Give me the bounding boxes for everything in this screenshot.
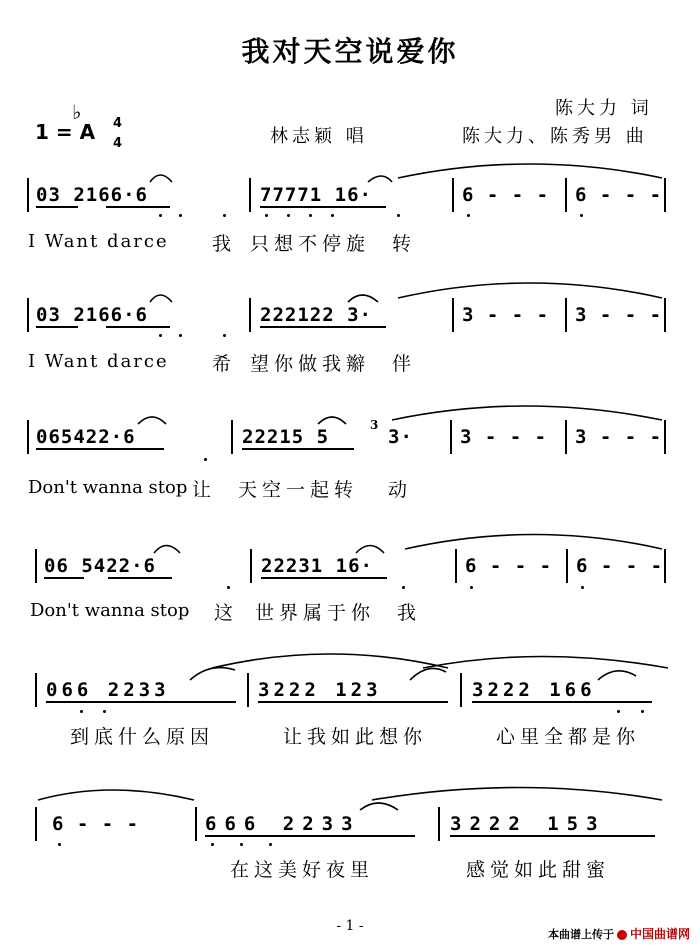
tie — [212, 654, 448, 668]
lyric-chinese: 我 — [212, 233, 237, 255]
song-title: 我对天空说爱你 — [241, 35, 459, 68]
lyric-chinese: 让 — [192, 479, 217, 501]
lyric-chinese: 在这美好夜里 — [230, 859, 375, 881]
measure-notes: 3 - - - — [575, 426, 663, 448]
slur — [318, 417, 346, 424]
measure-notes: 77771 16· — [260, 184, 372, 206]
slur — [150, 295, 172, 302]
time-signature-top: 4 — [113, 116, 123, 131]
lyric-chinese: 心里全都是你 — [496, 726, 641, 748]
slur — [150, 175, 172, 182]
slur — [348, 295, 378, 302]
measure-notes: 066 2233 — [46, 679, 170, 701]
lyric-chinese: 到底什么原因 — [70, 726, 215, 748]
measure-notes: 3222 166 — [472, 679, 596, 701]
grace-note-3: 3 — [370, 418, 379, 432]
time-signature-bottom: 4 — [113, 136, 123, 151]
lyric-chinese: 只想不停旋 — [250, 233, 371, 255]
slur — [410, 668, 446, 680]
measure-notes: 22215 5 — [242, 426, 330, 448]
measure-notes: 03 2166·6 — [36, 304, 148, 326]
measure-notes: 065422·6 — [36, 426, 136, 448]
tie — [405, 535, 662, 550]
page-number: - 1 - — [336, 918, 364, 934]
lyric-chinese: 世界属于你 — [255, 602, 376, 624]
tie — [398, 283, 662, 298]
slur — [190, 668, 235, 680]
footer-credit — [548, 925, 690, 942]
footer-brand: 中国曲谱网 — [629, 927, 690, 941]
lyric-chinese: 希 — [212, 353, 237, 375]
slur — [360, 803, 398, 810]
lyric-chinese: 我 — [397, 602, 422, 624]
measure-notes: 3 - - - — [460, 426, 548, 448]
measure-notes: 6 - - - — [462, 184, 550, 206]
measure-notes: 3222 153 — [450, 813, 606, 835]
site-logo-icon — [617, 930, 627, 940]
lyric-chinese: 转 — [392, 233, 417, 255]
lyric-english: Don't wanna stop — [28, 477, 188, 498]
tie — [423, 657, 668, 669]
tie — [38, 790, 194, 800]
tie — [398, 164, 662, 178]
measure-notes: 6 - - - — [575, 184, 663, 206]
measure-notes: 3· — [388, 426, 413, 448]
measure-notes: 3 - - - — [575, 304, 663, 326]
flat-sign-icon: ♭ — [72, 100, 82, 124]
slur — [138, 417, 166, 424]
composer-credit: 陈大力、陈秀男 曲 — [462, 126, 648, 147]
lyric-english: I Want darce — [28, 351, 169, 372]
lyric-chinese: 感觉如此甜蜜 — [466, 859, 611, 881]
slur — [154, 546, 180, 554]
lyric-english: I Want darce — [28, 231, 169, 252]
lyric-english: Don't wanna stop — [30, 600, 190, 621]
measure-notes: 03 2166·6 — [36, 184, 148, 206]
measure-notes: 3222 123 — [258, 679, 382, 701]
measure-notes: 222122 3· — [260, 304, 372, 326]
lyricist-credit: 陈大力 词 — [555, 98, 653, 119]
measure-notes: 06 5422·6 — [44, 555, 156, 577]
slur — [598, 671, 636, 680]
key-signature: 1 = A — [35, 120, 96, 144]
lyric-chinese: 这 — [214, 602, 239, 624]
lyric-chinese: 天空一起转 — [238, 479, 359, 501]
measure-notes: 6 - - - — [52, 813, 140, 835]
lyric-chinese: 动 — [388, 479, 413, 501]
lyric-chinese: 伴 — [392, 353, 417, 375]
measure-notes: 22231 16· — [261, 555, 373, 577]
measure-notes: 6 - - - — [465, 555, 553, 577]
lyric-chinese: 望你做我辮 — [250, 353, 371, 375]
footer-text: 本曲谱上传于 — [547, 928, 614, 941]
lyric-chinese: 让我如此想你 — [283, 726, 428, 748]
singer-credit: 林志颖 唱 — [270, 126, 368, 147]
measure-notes: 666 2233 — [205, 813, 361, 835]
tie — [392, 406, 662, 420]
slur — [368, 176, 392, 182]
tie — [372, 788, 662, 801]
slur — [356, 546, 384, 554]
measure-notes: 3 - - - — [462, 304, 550, 326]
measure-notes: 6 - - - — [576, 555, 664, 577]
